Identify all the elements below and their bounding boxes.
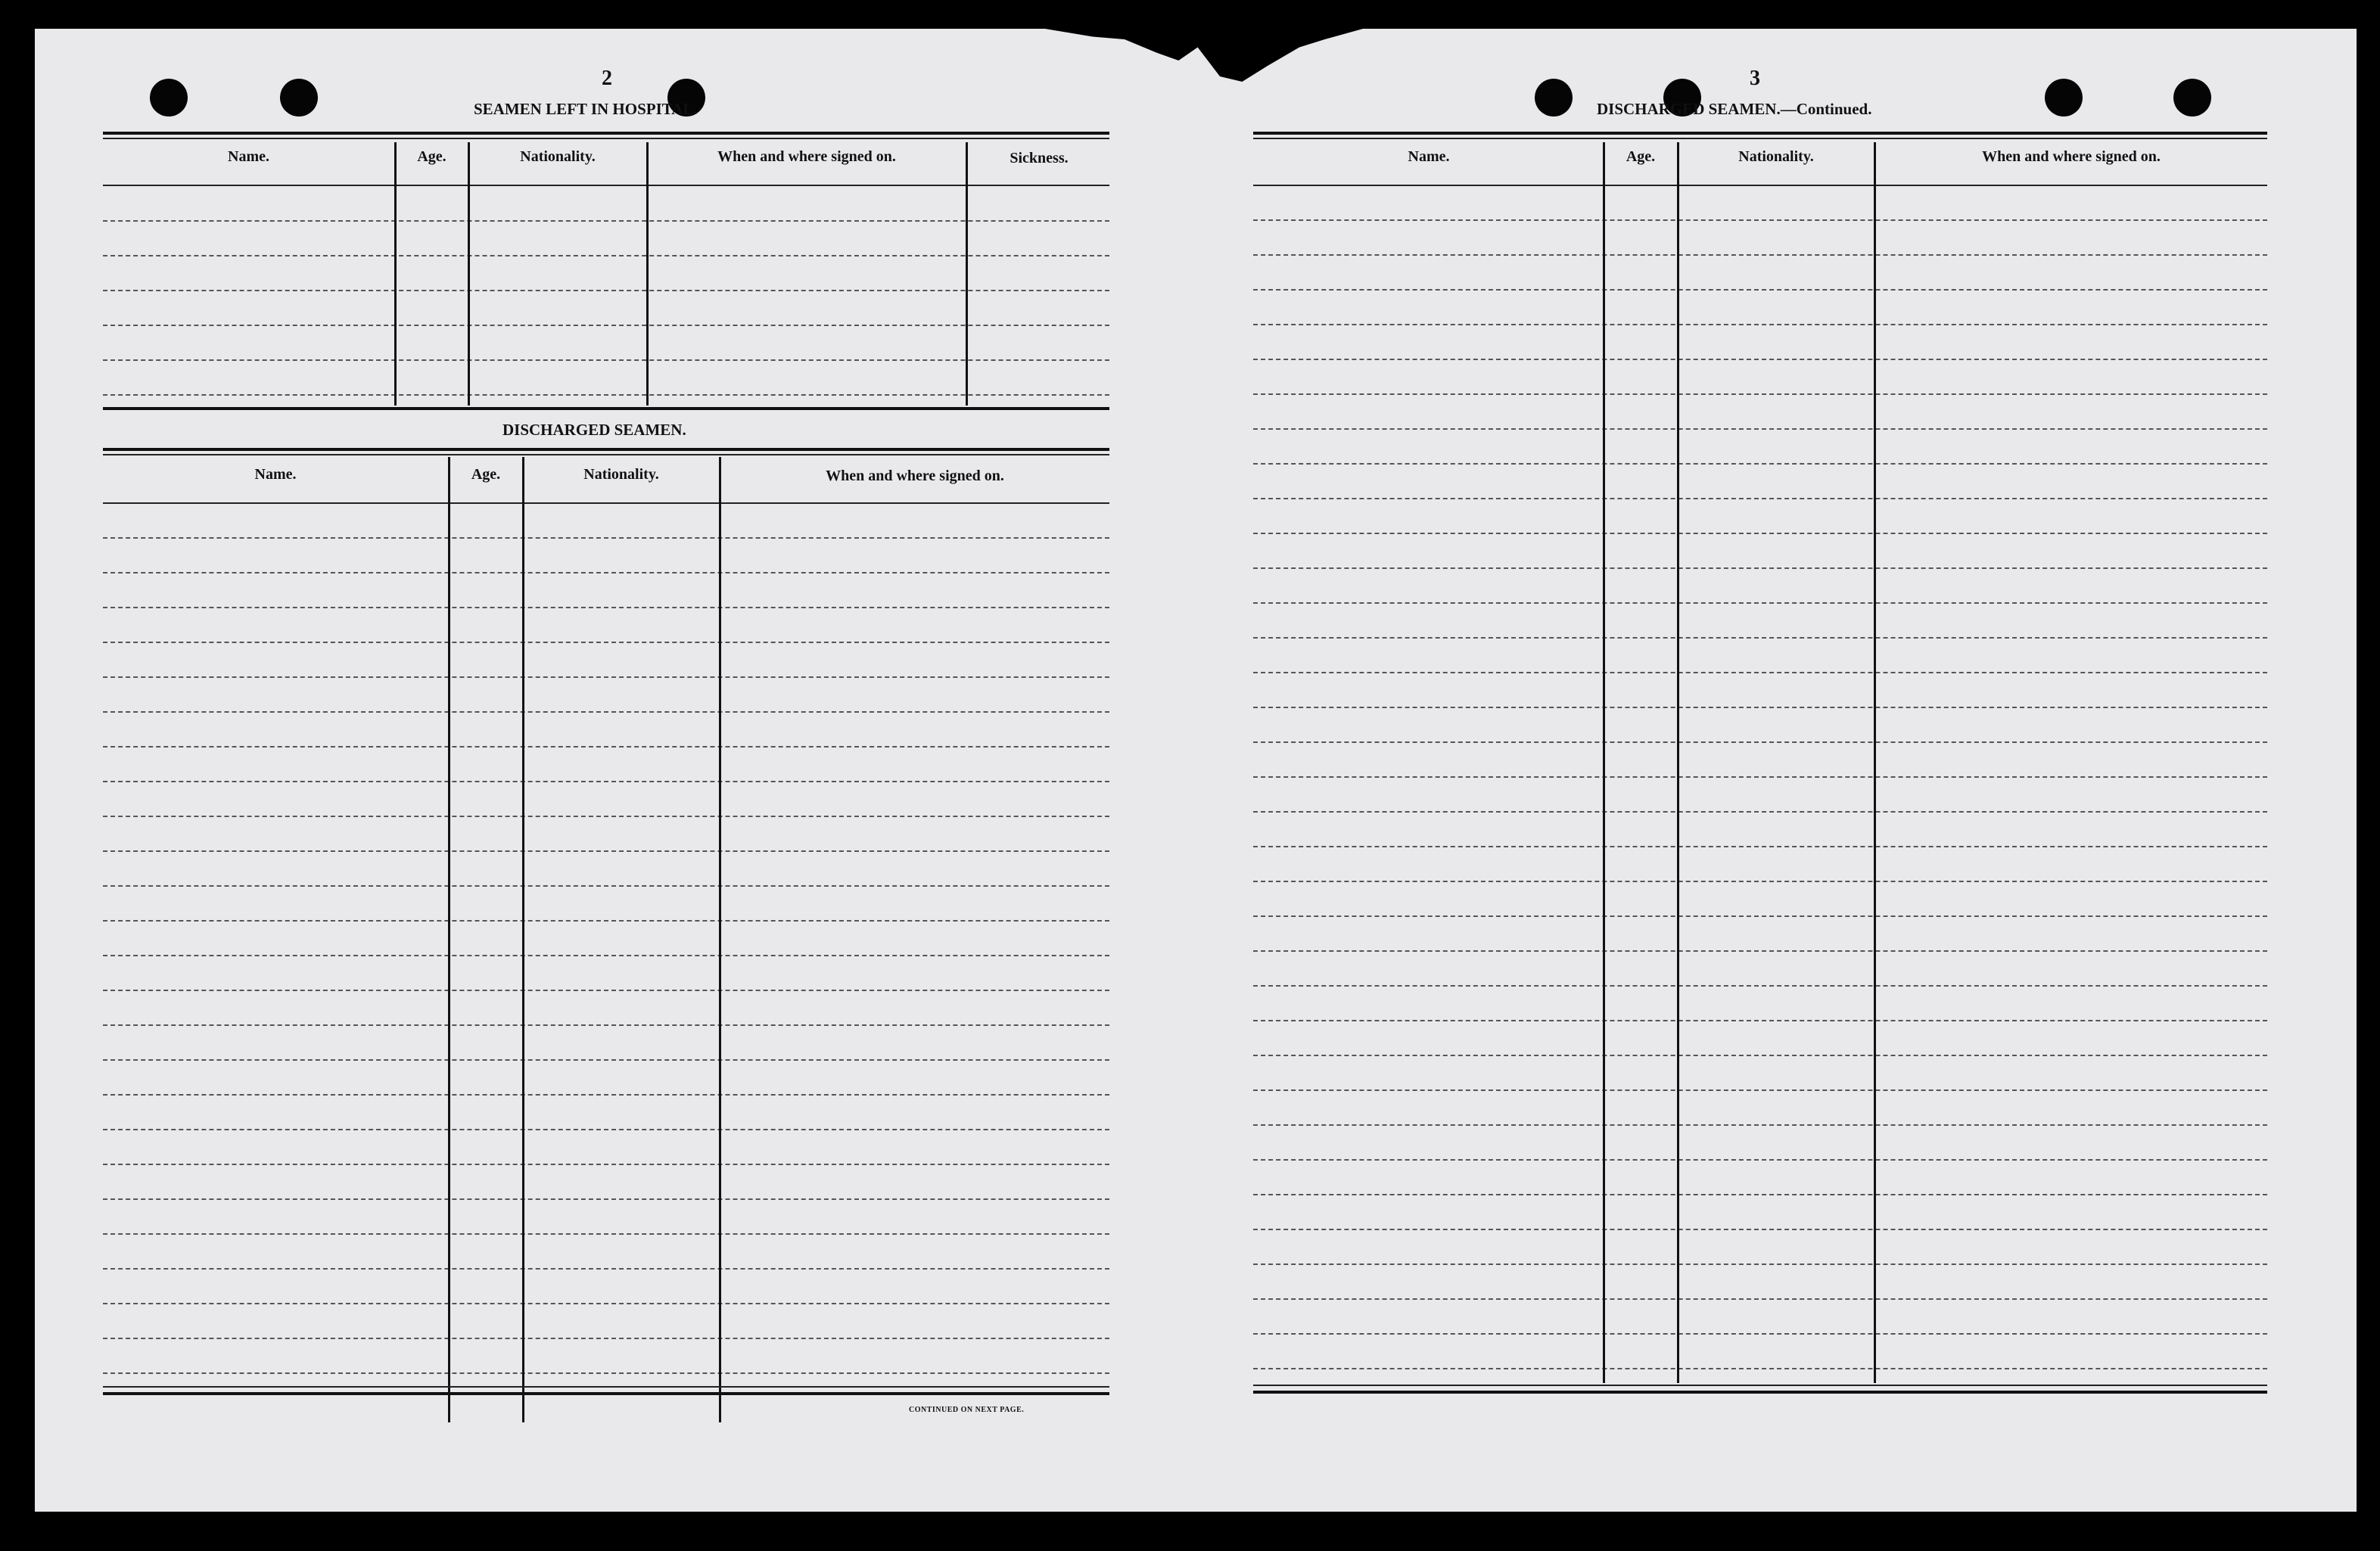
right-col-signed-on: When and where signed on. bbox=[1982, 148, 2161, 165]
punch-hole bbox=[1535, 79, 1573, 117]
right-page-number: 3 bbox=[1750, 67, 1760, 90]
hospital-col-sickness: Sickness. bbox=[1010, 150, 1069, 166]
scanned-form-sheet bbox=[35, 29, 2357, 1512]
continued-note: CONTINUED ON NEXT PAGE. bbox=[909, 1406, 1025, 1414]
hospital-col-nationality: Nationality. bbox=[520, 148, 596, 165]
discharged-section-title: DISCHARGED SEAMEN. bbox=[502, 421, 686, 439]
discharged-col-name: Name. bbox=[254, 466, 297, 483]
discharged-col-nationality: Nationality. bbox=[583, 466, 659, 483]
hospital-section-title: SEAMEN LEFT IN HOSPITAL. bbox=[474, 100, 698, 118]
right-col-age: Age. bbox=[1626, 148, 1656, 165]
discharged-col-signed-on: When and where signed on. bbox=[826, 468, 1004, 484]
torn-paper-edge bbox=[1045, 29, 1363, 82]
discharged-continued-title: DISCHARGED SEAMEN.—Continued. bbox=[1597, 100, 1872, 118]
hospital-top-rule bbox=[103, 132, 1109, 135]
punch-hole bbox=[2173, 79, 2211, 117]
left-page-number: 2 bbox=[602, 67, 612, 90]
right-col-nationality: Nationality. bbox=[1738, 148, 1814, 165]
hospital-col-signed-on: When and where signed on. bbox=[717, 148, 896, 165]
discharged-col-age: Age. bbox=[471, 466, 501, 483]
hospital-col-age: Age. bbox=[417, 148, 446, 165]
punch-hole bbox=[280, 79, 318, 117]
punch-hole bbox=[150, 79, 188, 117]
punch-hole bbox=[2045, 79, 2083, 117]
right-col-name: Name. bbox=[1408, 148, 1450, 165]
hospital-col-name: Name. bbox=[228, 148, 269, 165]
